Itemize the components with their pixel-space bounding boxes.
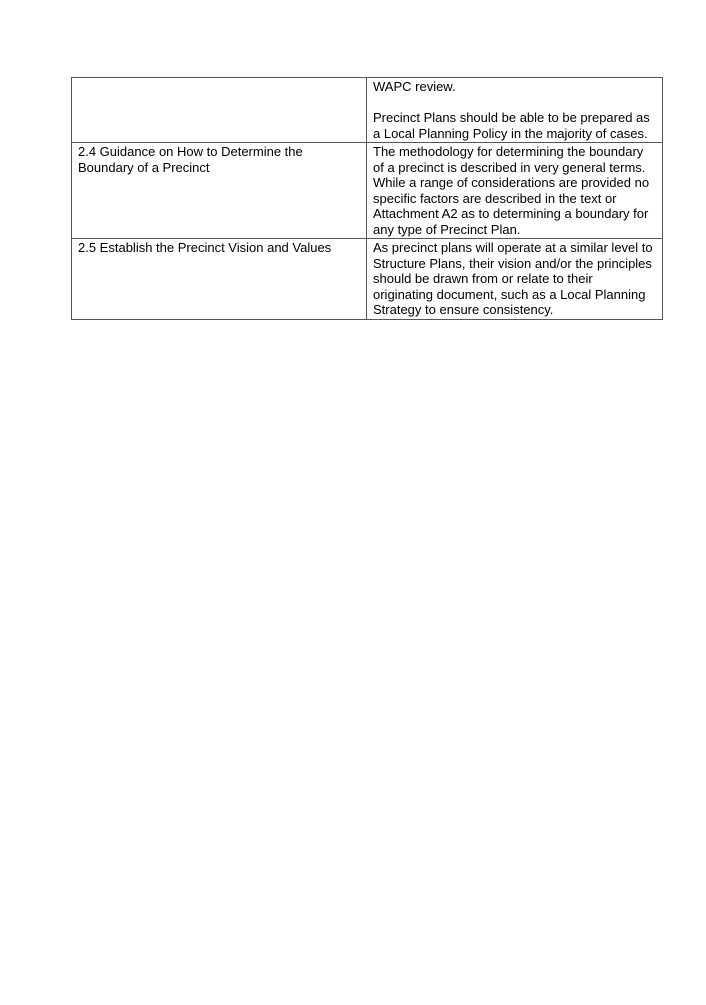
section-cell [72,143,367,239]
section-cell [72,78,367,143]
table-row [72,239,663,320]
comment-cell [367,239,663,320]
comment-paragraph: WAPC review. [373,79,456,94]
section-cell [72,239,367,320]
comment-paragraph: As precinct plans will operate at a similar level to Structure Plans, their vision and/or the principles should be drawn from or relate to their originating document, such as a Local Planning Strategy to ensure consistency. [373,240,653,317]
comments-table [71,77,663,320]
comment-paragraph: The methodology for determining the boundary of a precinct is described in very general terms. While a range of considerations are provided no specific factors are described in the text or Attachment A2 as to determining a boundary for any type of Precinct Plan. [373,144,650,237]
table-row [72,78,663,143]
comment-paragraph: Precinct Plans should be able to be prepared as a Local Planning Policy in the majority of cases. [373,110,650,141]
comment-cell [367,143,663,239]
table-row [72,143,663,239]
section-heading: 2.4 Guidance on How to Determine the Boundary of a Precinct [78,144,303,175]
section-heading: 2.5 Establish the Precinct Vision and Values [78,240,332,255]
comment-cell [367,78,663,143]
